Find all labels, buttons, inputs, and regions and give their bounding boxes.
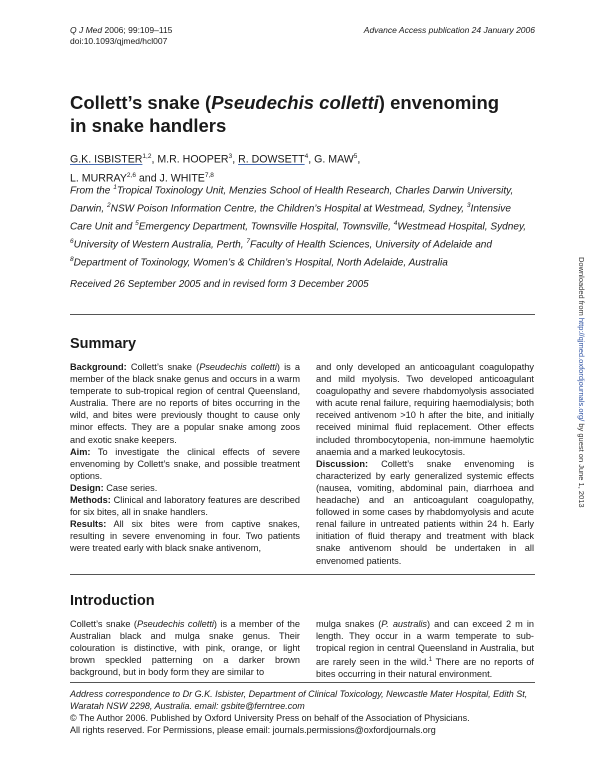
results-label: Results: — [70, 519, 107, 530]
author-murray: L. MURRAY — [70, 172, 127, 185]
affil-sup: 3 — [466, 201, 471, 209]
author-maw: G. MAW — [314, 153, 354, 166]
affil-lead: From the — [70, 185, 114, 197]
author-sup: 4 — [304, 153, 309, 160]
summary-heading: Summary — [70, 336, 137, 352]
affil-text: Department of Toxinology, Women’s & Children’s Hospital, North Adelaide, Australia — [73, 257, 448, 269]
reference-sup[interactable]: 1 — [428, 657, 433, 664]
affil-text: Tropical Toxinology Unit, Menzies School of Health Research, Charles Darwin University, Darwin, — [70, 185, 514, 215]
running-header-citation — [70, 25, 172, 47]
intro-left-column — [70, 618, 300, 678]
design-text: Case series. — [103, 482, 158, 493]
doi[interactable]: doi:10.1093/qjmed/hcl007 — [70, 36, 168, 46]
background-species: Pseudechis colletti — [199, 362, 277, 372]
methods-text: Clinical and laboratory features are described for six bites, all in snake handlers. — [70, 495, 300, 518]
affil-text: Intensive Care Unit and — [70, 203, 511, 233]
journal-volume-pages: 2006; 99:109–115 — [102, 25, 173, 35]
intro-text: ) and can exceed 2 m in length. They occur in a warm temperate to sub-tropical region in central Queensland in Australia, but are rarely seen in the wild. — [316, 619, 534, 668]
permissions-line: All rights reserved. For Permissions, please email: journals.permissions@oxfordjournals.org — [70, 725, 436, 736]
affil-sup: 1 — [113, 184, 117, 191]
affil-sup: 4 — [393, 219, 398, 227]
intro-text: mulga snakes ( — [316, 619, 382, 629]
background-text: Collett’s snake ( — [126, 362, 200, 372]
received-dates: Received 26 September 2005 and in revised form 3 December 2005 — [70, 279, 369, 290]
affil-text: NSW Poison Information Centre, the Children’s Hospital at Westmead, Sydney, — [110, 203, 467, 215]
affil-text: Emergency Department, Townsville Hospital, Townsville, — [138, 221, 394, 233]
affil-sup: 8 — [70, 255, 74, 263]
affil-sup: 7 — [246, 237, 251, 245]
author-isbister[interactable]: G.K. ISBISTER — [70, 153, 143, 166]
divider — [70, 574, 535, 575]
aim-label: Aim: — [70, 446, 91, 457]
affil-sup: 6 — [70, 237, 74, 245]
intro-species: P. australis — [381, 619, 428, 629]
background-label: Background: — [70, 362, 127, 372]
intro-text: Collett’s snake ( — [70, 619, 137, 629]
article-title — [70, 91, 530, 137]
author-sup: 2,6 — [126, 171, 136, 179]
copyright-line: © The Author 2006. Published by Oxford University Press on behalf of the Association of Physicians. — [70, 713, 470, 723]
background-text: ) is a member of the black snake genus and occurs in a warm temperate to sub-tropical region of central Queensland, Australia. There are no reports of bites occurring in the wild, and bites were previously thought to cause only minor effects. They are a popular snake among zoos and exotic snake keepers. — [70, 362, 300, 445]
intro-text: ) is a member of the Australian black and mulga snake genus. Their colouration is distinctive, with pink, orange, or light brown speckled patterning on a darker brown background, but in body form they are similar to — [70, 619, 300, 678]
introduction-heading: Introduction — [70, 593, 155, 609]
download-prefix: Downloaded from — [577, 257, 586, 318]
author-list: G.K. ISBISTER$^{1,2}$, M.R. HOOPER$^3$, R. DOWSETT$^4$, G. MAW$^5$, L. MURRAY$^{2,6}$ and J. WHITE$^{7,8}$ — [70, 153, 361, 185]
download-suffix: by guest on June 1, 2013 — [577, 421, 586, 508]
affil-sup: 2 — [107, 201, 111, 209]
author-white: J. WHITE — [159, 172, 205, 185]
title-line2: in snake handlers — [70, 115, 227, 136]
journal-url-link[interactable]: http://qjmed.oxfordjournals.org/ — [577, 317, 586, 422]
title-part2: ) envenoming — [378, 92, 500, 113]
author-dowsett[interactable]: R. DOWSETT — [238, 153, 305, 166]
journal-name: Q J Med — [70, 25, 103, 35]
methods-label: Methods: — [70, 495, 111, 506]
divider — [70, 682, 535, 683]
affil-sup: 5 — [135, 219, 139, 227]
intro-right-column — [316, 618, 534, 681]
results-continued: and only developed an anticoagulant coagulopathy and mild myolysis. Two developed anticoagulant coagulopathy and severe rhabdomyolysis associated with acute renal failure, requiring haemodialysis; both received antivenom >10 h after the bite, and initially received minimal fluid replacement. Other effects included thrombocytopenia, non-immune haemolytic anaemia and a marked leukocytosis. — [316, 362, 534, 457]
author-sup: 1,2 — [142, 153, 152, 160]
title-species: Pseudechis colletti — [211, 92, 379, 113]
author-sup: 5 — [353, 153, 358, 160]
affil-text: Faculty of Health Sciences, University of Adelaide and — [250, 239, 493, 251]
discussion-text: Collett’s snake envenoming is characterized by early generalized systemic effects (nausea, vomiting, abdominal pain, diarrhoea and headache) and an anticoagulant coagulopathy, followed in some cases by rhabdomyolysis and acute renal failure in untreated patients within 24 h. Early initiation of fluid therapy and treatment with black snake antivenom should be undertaken in all envenomed patients. — [316, 458, 534, 566]
intro-species: Pseudechis colletti — [136, 619, 214, 629]
advance-access-note: Advance Access publication 24 January 2006 — [363, 25, 535, 35]
summary-left-column — [70, 361, 300, 555]
intro-text: There are no reports of bites occurring in their natural environment. — [316, 657, 534, 680]
affil-text: Westmead Hospital, Sydney, — [397, 221, 527, 233]
divider — [70, 314, 535, 315]
aim-text: To investigate the clinical effects of severe envenoming by Collett’s snake, and possible treatment options. — [70, 446, 300, 481]
copyright-notice — [70, 712, 540, 736]
download-watermark — [577, 257, 586, 508]
author-sup: 3 — [228, 153, 233, 160]
author-hooper: M.R. HOOPER — [157, 153, 229, 166]
results-text: All six bites were from captive snakes, resulting in severe envenoming in four. Two patients were treated early with black snake antivenom, — [70, 519, 300, 554]
correspondence-address: Address correspondence to Dr G.K. Isbister, Department of Clinical Toxicology, Newcastle Mater Hospital, Edith St, Waratah NSW 2298, Australia. email: gsbite@ferntree.com — [70, 689, 528, 712]
summary-right-column — [316, 361, 534, 567]
title-part1: Collett’s snake ( — [70, 92, 212, 113]
design-label: Design: — [70, 482, 104, 493]
author-sup: 7,8 — [204, 171, 214, 179]
author-and: and — [138, 172, 157, 185]
affiliations — [70, 181, 530, 271]
affil-text: University of Western Australia, Perth, — [73, 239, 247, 251]
discussion-label: Discussion: — [316, 458, 369, 469]
